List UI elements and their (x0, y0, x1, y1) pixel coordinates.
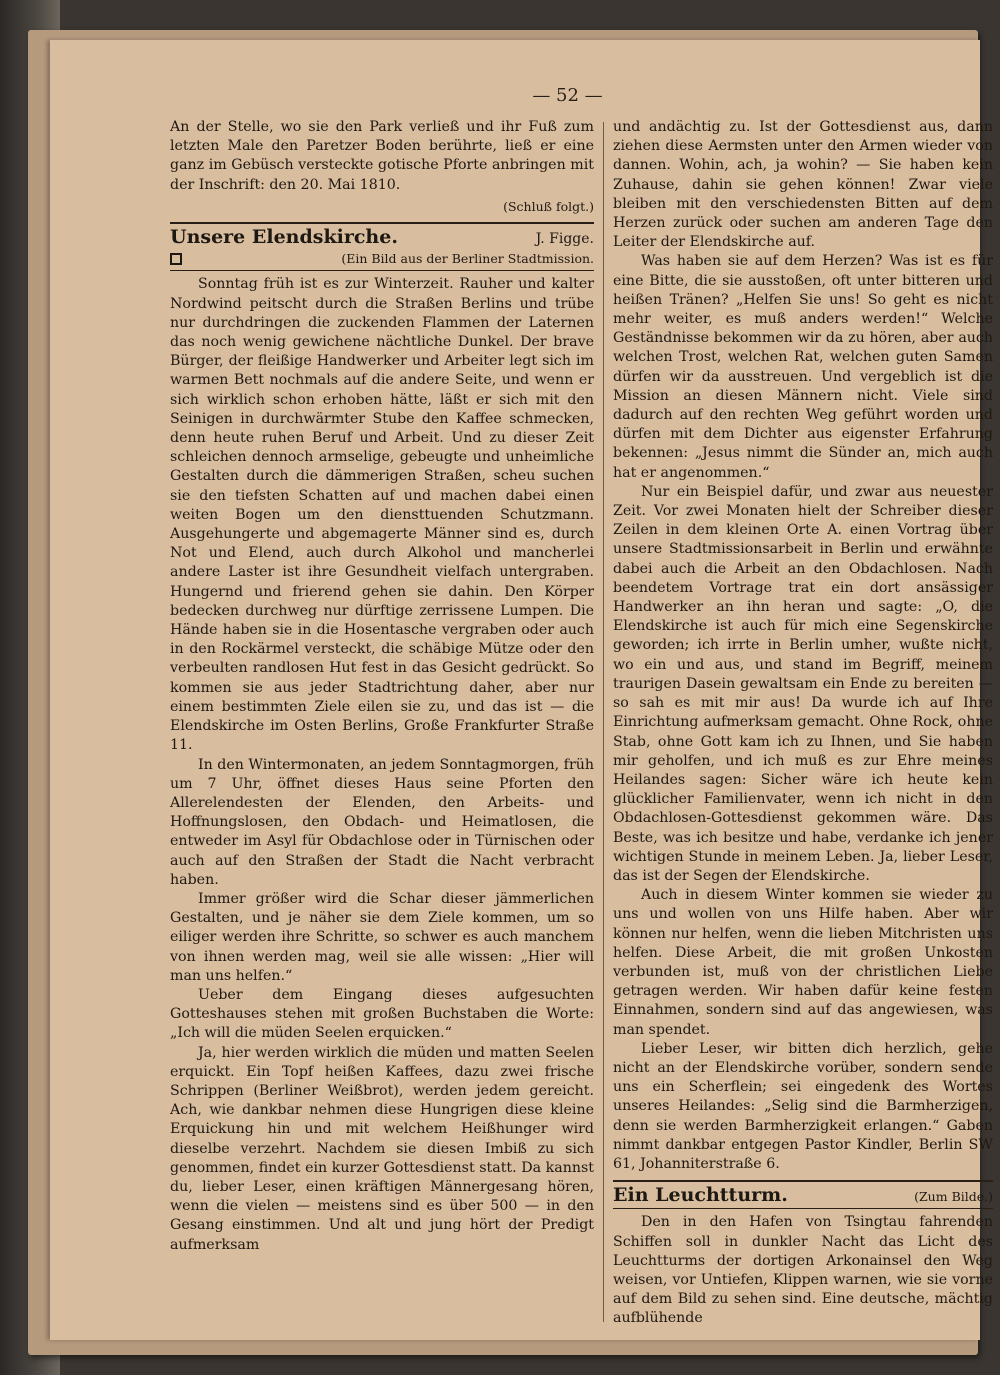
book-page (50, 40, 993, 1340)
body-paragraph: Was haben sie auf dem Herzen? Was ist es für eine Bitte, die sie ausstoßen, oft unter bitteren und heißen Tränen? „Helfen Sie uns! So geht es nicht mehr weiter, es muß anders werden!“ Welche Geständnisse bekommen wir da zu hören, aber auch welchen Trost, welchen Rat, welchen guten Samen dürfen wir da ausstreuen. Und vergeblich ist die Mission an diesen Männern nicht. Viele sind dadurch auf den rechten Weg geführt worden und dürfen mit dem Dichter aus eigenster Erfahrung bekennen: „Jesus nimmt die Sünder an, mich auch hat er angenommen.“ (613, 253, 993, 481)
header-rule (170, 270, 594, 271)
body-paragraph: Nur ein Beispiel dafür, und zwar aus neuester Zeit. Vor zwei Monaten hielt der Schreiber dieser Zeilen in dem kleinen Orte A. einen Vortrag über unsere Stadtmissionsarbeit in Berlin und erwähnte dabei auch die Arbeit an den Obdachlosen. Nach beendetem Vortrage trat ein dort ansässiger Handwerker an ihn heran und sagte: „O, die Elendskirche ist auch für mich eine Segenskirche geworden; ich irrte in Berlin umher, wußte nicht, wo ein und aus, und stand im Begriff, meinem traurigen Dasein gewaltsam ein Ende zu bereiten — so sah es mit mir aus! Da wurde ich auf Ihre Einrichtung aufmerksam gemacht. Ohne Rock, ohne Stab, ohne Gott kam ich zu Ihnen, und Sie haben mir geholfen, und ich muß es zur Ehre meines Heilandes sagen: Sicher wäre ich heute kein glücklicher Familienvater, wenn ich nicht in den Obdachlosen-Gottesdienst gekommen wäre. Das Beste, was ich besitze und habe, verdanke ich jener wichtigen Stunde in meinem Leben. Ja, lieber Leser, das ist der Segen der Elendskirche. (613, 483, 993, 884)
second-article-header (613, 1186, 993, 1206)
intro-paragraph: An der Stelle, wo sie den Park verließ und ihr Fuß zum letzten Male den Paretzer Boden berührte, ließ er eine ganz im Gebüsch versteckte gotische Pforte anbringen mit der Inschrift: den 20. Mai 1810. (170, 119, 594, 193)
body-paragraph: Ja, hier werden wirklich die müden und matten Seelen erquickt. Ein Topf heißen Kaffees, dazu zwei frische Schrippen (Berliner Weißbrot), werden jedem gereicht. Ach, wie dankbar nehmen diese Hungrigen diese kleine Erquickung hin und mit welchem Heißhunger wird dieselbe verzehrt. Nachdem sie diesen Imbiß zu sich genommen, findet ein kurzer Gottesdienst statt. Da kannst du, lieber Leser, einen kräftigen Männergesang hören, wenn die vielen — meistens sind es über 500 — in den Gesang einstimmen. Und alt und jung hört der Predigt aufmerksam (170, 1044, 594, 1253)
body-paragraph: Immer größer wird die Schar dieser jämmerlichen Gestalten, und je näher sie dem Ziele kommen, um so eiliger werden ihre Schritte, so schwer es auch manchem von ihnen werden mag, weil sie alle wissen: „Hier will man uns helfen.“ (170, 890, 594, 984)
body-paragraph: Auch in diesem Winter kommen sie wieder zu uns und wollen von uns Hilfe haben. Aber wir können nur helfen, wenn die lieben Mitchristen uns helfen. Diese Arbeit, die mit großen Unkosten verbunden ist, muß von der christlichen Liebe getragen werden. Wir haben dafür keine festen Einnahmen, sondern sind auf das angewiesen, was man spendet. (613, 887, 993, 1038)
body-paragraph: Ueber dem Eingang dieses aufgesuchten Gotteshauses stehen mit großen Buchstaben die Worte: „Ich will die müden Seelen erquicken.“ (170, 986, 594, 1042)
body-paragraph: Lieber Leser, wir bitten dich herzlich, gehe nicht an der Elendskirche vorüber, sondern sende uns ein Scherflein; sei eingedenk des Wortes unseres Heilandes: „Selig sind die Barmherzigen, denn sie werden Barmherzigkeit erlangen.“ Gaben nimmt dankbar entgegen Pastor Kindler, Berlin SW 61, Johanniterstraße 6. (613, 1040, 993, 1172)
article-author: J. Figge. (535, 231, 594, 248)
page-number: — 52 — (532, 85, 603, 106)
body-paragraph: Den in den Hafen von Tsingtau fahrenden Schiffen soll in dunkler Nacht das Licht des Leuchtturms der dortigen Arkonainsel den Weg weisen, vor Untiefen, Klippen warnen, wie sie vorne auf dem Bild zu sehen sind. Eine deutsche, mächtig aufblühende (613, 1214, 993, 1327)
body-paragraph: Sonntag früh ist es zur Winterzeit. Rauher und kalter Nordwind peitscht durch die Straßen Berlins und trübe nur durchdringen die zuckenden Flammen der Laternen das noch wenig gewichene nächtliche Dunkel. Der brave Bürger, der fleißige Handwerker und Arbeiter legt sich im warmen Bett nochmals auf die andere Seite, und wenn er sich wirklich schon erhoben hätte, läßt er sich mit den Seinigen in durchwärmter Stube den Kaffee schmecken, denn heute ruhen Beruf und Arbeit. Und zu dieser Zeit schleichen dennoch armselige, gebeugte und unheimliche Gestalten durch die dämmerigen Straßen, scheu suchen sie den tiefsten Schatten auf und machen dabei einen weiten Bogen um den diensttuenden Schutzmann. Ausgehungerte und abgemagerte Männer sind es, durch Not und Elend, auch durch Alkohol und mancherlei andere Laster ist ihre Gesundheit vielfach untergraben. Hungernd und frierend gehen sie dahin. Den Körper bedecken durchweg nur dürftige zerrissene Lumpen. Die Hände haben sie in die Hosentasche vergraben oder auch in den Rockärmel versteckt, die schäbige Mütze oder den verbeulten randlosen Hut fest in das Gesicht gedrückt. So kommen sie aus jeder Stadtrichtung daher, aber nur einem bestimmten Ziele eilen sie zu, und das ist — die Elendskirche im Osten Berlins, Große Frankfurter Straße 11. (170, 276, 594, 754)
section-rule (613, 1180, 993, 1182)
article-source-line (170, 249, 594, 268)
article-source: (Ein Bild aus der Berliner Stadtmission. (341, 251, 594, 267)
second-article-title: Ein Leuchtturm. (613, 1184, 788, 1207)
header-rule (613, 1208, 993, 1209)
body-paragraph: In den Wintermonaten, an jedem Sonntagmorgen, früh um 7 Uhr, öffnet dieses Haus seine Pforten den Allerelendesten der Elenden, den Arbeits- und Hoffnungslosen, den Obdach- und Heimatlosen, die entweder im Asyl für Obdachlose oder in Türnischen oder auch auf den Straßen der Stadt die Nacht verbracht haben. (170, 756, 594, 888)
square-ornament-icon (170, 253, 182, 265)
column-divider (603, 122, 604, 1322)
body-paragraph: und andächtig zu. Ist der Gottesdienst aus, dann ziehen diese Aermsten unter den Armen wieder von dannen. Wohin, ach, ja wohin? — Sie haben kein Zuhause, dahin sie gehen können! Zwar viele bleiben mit den verschiedensten Bitten auf dem Herzen zurück oder suchen am anderen Tage den Leiter der Elendskirche auf. (613, 119, 993, 251)
article-header (170, 228, 594, 249)
second-article-note: (Zum Bilde.) (914, 1189, 993, 1205)
section-rule (170, 222, 594, 224)
article-title: Unsere Elendskirche. (170, 226, 398, 249)
closing-note: (Schluß folgt.) (503, 198, 594, 214)
right-column (613, 118, 993, 1329)
left-column (170, 118, 594, 1255)
